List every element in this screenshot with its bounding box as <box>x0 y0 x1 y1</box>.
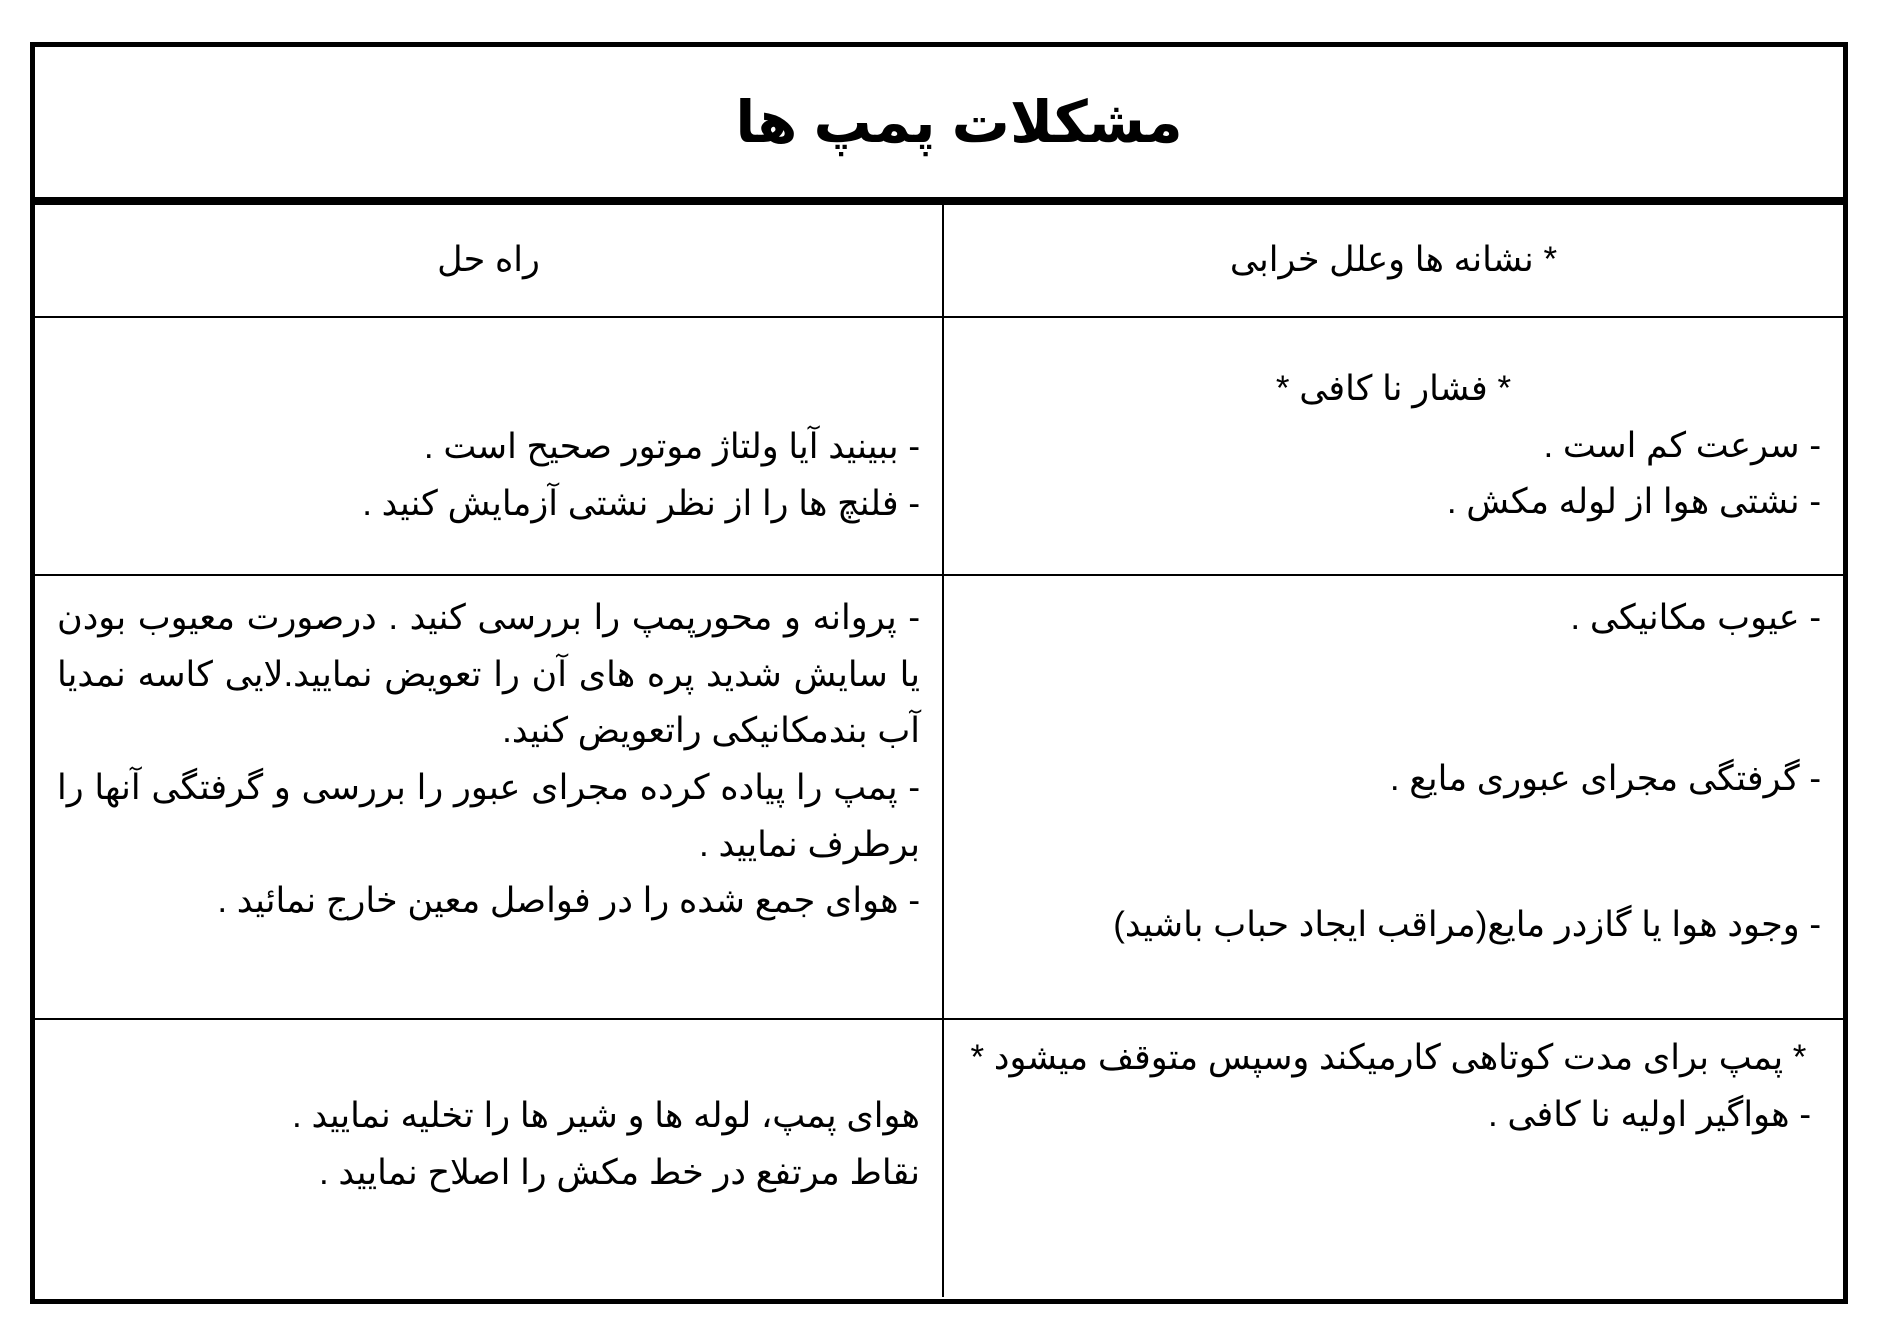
row2-solutions-cell <box>35 575 943 1019</box>
title-band <box>35 47 1843 205</box>
symptom-heading: * پمپ برای مدت کوتاهی کارمیکند وسپس متوقف میشود * <box>970 1038 1807 1077</box>
pump-problems-table <box>35 205 1843 1297</box>
symptom-item: - نشتی هوا از لوله مکش . <box>1446 482 1821 522</box>
symptom-heading: * فشار نا کافی * <box>1275 368 1512 408</box>
table-row <box>35 317 1843 575</box>
table-row <box>35 575 1843 1019</box>
solution-item: - فلنچ ها را از نظر نشتی آزمایش کنید . <box>362 484 920 523</box>
solution-item: نقاط مرتفع در خط مکش را اصلاح نمایید . <box>318 1152 920 1192</box>
symptom-item: - وجود هوا یا گازدر مایع(مراقب ایجاد حباب باشید) <box>1113 905 1821 945</box>
table-row <box>35 1019 1843 1297</box>
row3-solutions-cell <box>35 1019 943 1297</box>
solution-item: - هوای جمع شده را در فواصل معین خارج نمائید . <box>217 881 920 921</box>
solution-item: - پروانه و محورپمپ را بررسی کنید . درصورت معیوب بودن یا سایش شدید پره های آن را تعویض نمایید.لایی کاسه نمدیا آب بندمکانیکی راتعویض کنید. <box>57 598 920 751</box>
row2-symptoms-cell <box>943 575 1843 1019</box>
table-header-row <box>35 205 1843 317</box>
row1-solutions-cell <box>35 317 943 575</box>
header-solutions: راه حل <box>35 205 943 317</box>
row1-symptoms-cell <box>943 317 1843 575</box>
symptom-item: - گرفتگی مجرای عبوری مایع . <box>1389 758 1821 798</box>
header-symptoms: * نشانه ها وعلل خرابی <box>943 205 1843 317</box>
symptom-item: - عیوب مکانیکی . <box>1570 598 1821 637</box>
symptom-item: - هواگیر اولیه نا کافی . <box>1487 1094 1811 1134</box>
page-frame <box>30 42 1848 1304</box>
solution-item: - پمپ را پیاده کرده مجرای عبور را بررسی و گرفتگی آنها را برطرف نمایید . <box>57 768 920 864</box>
symptom-item: - سرعت کم است . <box>1543 425 1821 465</box>
row3-symptoms-cell <box>943 1019 1843 1297</box>
solution-item: هوای پمپ، لوله ها و شیر ها را تخلیه نمایید . <box>292 1096 920 1135</box>
solution-item: - ببینید آیا ولتاژ موتور صحیح است . <box>423 427 920 467</box>
page-title: مشکلات پمپ ها <box>735 90 1183 155</box>
